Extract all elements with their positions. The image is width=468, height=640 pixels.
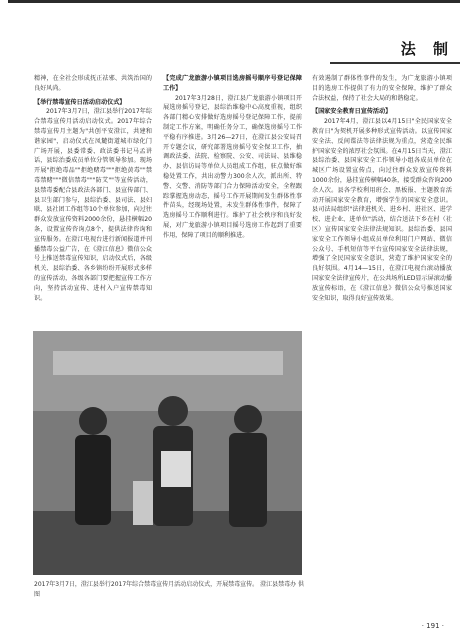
page-number: · 191 · <box>421 622 444 630</box>
heading-antidrug: 【举行禁毒宣传日活动启动仪式】 <box>34 98 126 106</box>
photo-caption: 2017年3月7日，澄江县举行2017年综合禁毒宣传月活动启动仪式，开展禁毒宣传。 澄江县禁毒办 供图 <box>34 581 304 598</box>
header-rule <box>8 0 460 3</box>
column-1 <box>34 74 152 303</box>
title-underline <box>330 62 460 64</box>
event-photo <box>33 331 302 575</box>
column-2 <box>163 74 302 241</box>
paragraph-national-security: 2017年4月，澄江县以4月15日"全民国家安全教育日"为契机开展多种形式宣传活动。以宣传国家安全法、反间谍法等法律法规为重点，营造全民维护国家安全的浓厚社会氛围。在4月15日当天，澄江县综治委、县国家安全工作领导小组各成员单位在城区广场设置宣传点，向过往群众发放宣传资料1000余份，悬挂宣传横幅40条，接受群众咨询200余人次。县各学校利用班会、黑板报、主题教育活动开展国家安全教育，增强学生的国家安全意识。县司法局组织"法律进机关、进乡村、进社区、进学校、进企业、进单位"活动，结合送法下乡在村（社区）宣传国家安全法律法规知识。县综治委、县国家安全工作领导小组成员单位利用门户网站、微信公众号、手机短信等平台宣传国家安全法律法规，增强了全民国家安全意识，营造了维护国家安全的良好氛围。4月14—15日，在澄江电视台滚动播放国家安全法律宣传片，在公共场所LED显示屏滚动播放宣传标语，在《澄江信息》微信公众号推送国家安全知识，取得良好宣传效果。 <box>312 118 452 302</box>
heading-national-security: 【国家安全教育日宣传活动】 <box>312 108 392 116</box>
column-3 <box>312 74 452 303</box>
paragraph-continued: 有效遏制了群体性事件的发生，为广龙旅游小镇项目的选房工作提供了有力的安全保障，维护了群众合法权益，保持了社会大局的和谐稳定。 <box>312 75 452 102</box>
heading-guanglong: 【完成广龙旅游小镇项目选房摇号顺序号登记保障工作】 <box>163 75 302 92</box>
intro-paragraph: 精神，在全社会形成抚正祛邪、共筑治国的良好风尚。 <box>34 75 152 92</box>
paragraph-antidrug: 2017年3月7日，澄江县举行2017年综合禁毒宣传月活动启动仪式。2017年综合禁毒宣传月主题为"共创平安澄江，共建和谐家园"，启动仪式在凤麓街道城市绿化门广场开展，县委常委、政法委书记马孟讲话，县综治委成员单位分管领导参加。现场开展"拒绝毒品""拒绝赌毒"""拒绝黄毒""禁毒禁赌"""微信禁毒"""防艾""等宣传活动，县禁毒委配合县政法各部门、县宣传部门、县卫生部门参与，县综治委、县司法、县妇联、县社团工作组等10个单位参加，向过往群众发放宣传资料2000余份，悬挂横幅20条，设置宣传咨询点8个，提供法律咨询和宣传服务。在澄江电视台进行新闻报道并刊播禁毒公益广告，在《澄江信息》微信公众号上推送禁毒宣传知识，启动仪式后，各级机关、县综治委、各乡镇纷纷开展形式多样的宣传活动，各级各部门要把握宣传工作方向，坚持活动宣传、进村入户宣传禁毒知识。 <box>34 108 152 302</box>
paragraph-guanglong: 2017年3月28日，澄江县广龙旅游小镇项目开展选房摇号登记，县综治维稳中心高度重视，组织各部门精心安排做好选房摇号登记保障工作，提前制定工作方案，明确任务分工，确保选房摇号工作平稳有序推进。3月26—27日，在澄江县公安局召开专题会议，研究部署选房摇号安全保卫工作，抽调政法委、法院、检察院、公安、司法局、县维稳办、县信访局等单位人员组成工作组，驻点做好维稳处置工作，共出动警力300余人次，派出所、特警、交警、消防等部门合力保障活动安全，全程跟踪掌握选房动态，摇号工作开展期间发生群体性事件苗头，经现场处置，未发生群体性事件，保障了选房摇号工作顺利进行。维护了社会秩序和良好发展，对广龙旅游小镇项目摇号选房工作起到了重要作用，保障了项目的顺利推进。 <box>163 94 302 239</box>
section-title: 法 制 <box>400 40 454 58</box>
